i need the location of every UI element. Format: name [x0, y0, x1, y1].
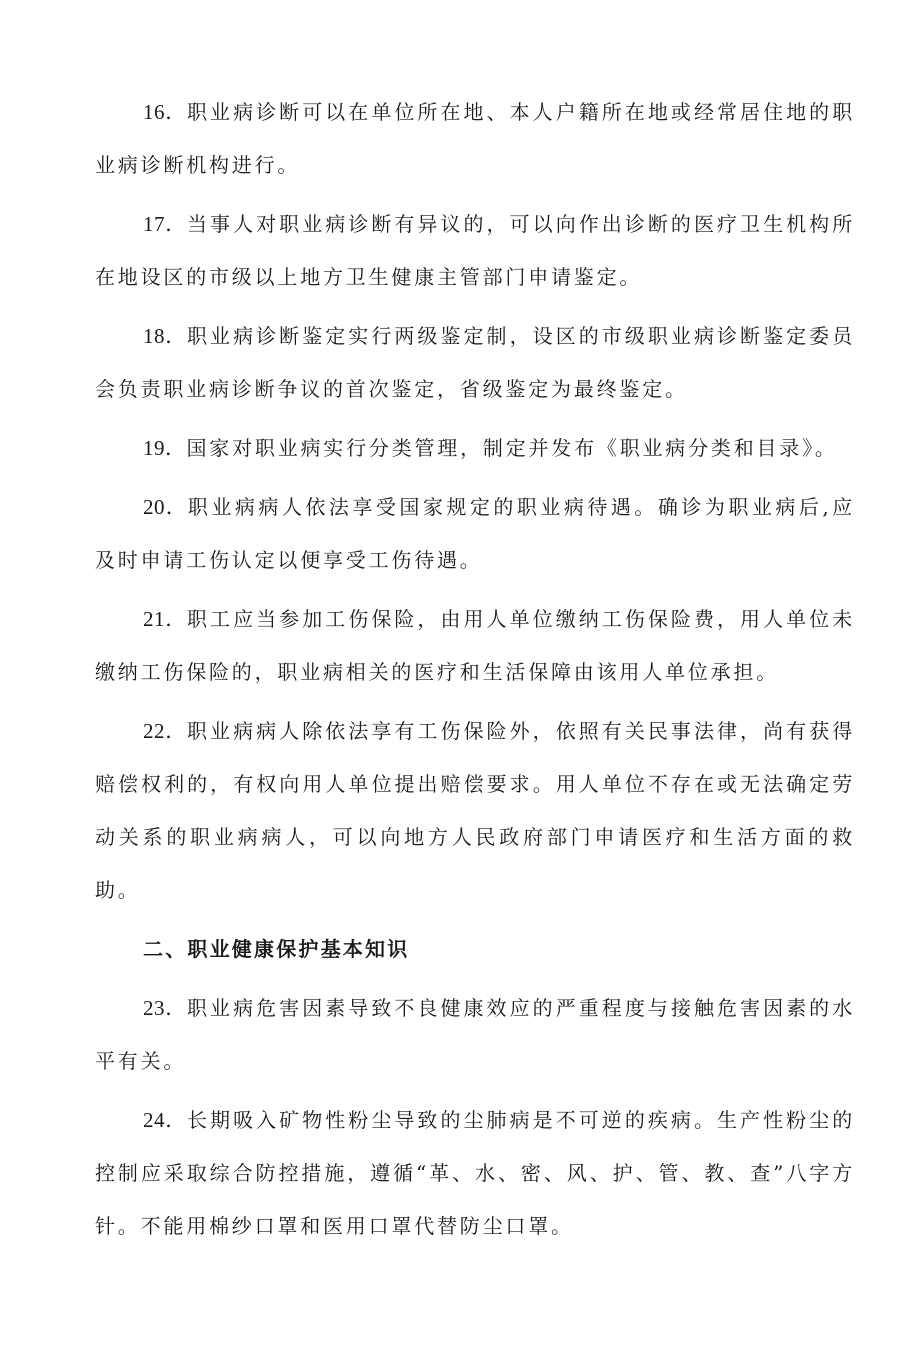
item-text: 职业病病人除依法享有工伤保险外，依照有关民事法律，尚有获得赔偿权利的，有权向用人单位提出赔偿要求。用人单位不存在或无法确定劳动关系的职业病病人，可以向地方人民政府部门申请医疗和生活方面的救助。	[95, 719, 856, 902]
section-heading: 二、职业健康保护基本知识	[143, 937, 410, 961]
item-number: 17．	[143, 212, 187, 236]
item-text: 职业病诊断可以在单位所在地、本人户籍所在地或经常居住地的职业病诊断机构进行。	[95, 100, 856, 177]
item-number: 18．	[143, 324, 187, 348]
item-number: 20．	[143, 495, 188, 519]
item-number: 23．	[143, 996, 187, 1020]
item-text: 长期吸入矿物性粉尘导致的尘肺病是不可逆的疾病。生产性粉尘的控制应采取综合防控措施，遵循“革、水、密、风、护、管、教、查”八字方针。不能用棉纱口罩和医用口罩代替防尘口罩。	[95, 1108, 856, 1238]
paragraph-20	[95, 481, 855, 587]
item-text: 国家对职业病实行分类管理，制定并发布《职业病分类和目录》。	[186, 436, 838, 460]
item-text: 职工应当参加工伤保险，由用人单位缴纳工伤保险费，用人单位未缴纳工伤保险的，职业病相关的医疗和生活保障由该用人单位承担。	[95, 607, 856, 684]
item-number: 21．	[143, 607, 187, 631]
paragraph-22	[95, 705, 855, 917]
paragraph-21	[95, 593, 855, 699]
paragraph-24	[95, 1094, 855, 1253]
paragraph-19	[95, 422, 855, 475]
item-text: 职业病诊断鉴定实行两级鉴定制，设区的市级职业病诊断鉴定委员会负责职业病诊断争议的首次鉴定，省级鉴定为最终鉴定。	[95, 324, 856, 401]
item-number: 22．	[143, 719, 187, 743]
item-number: 19．	[143, 436, 187, 460]
item-text: 当事人对职业病诊断有异议的，可以向作出诊断的医疗卫生机构所在地设区的市级以上地方卫生健康主管部门申请鉴定。	[95, 212, 856, 289]
paragraph-17	[95, 198, 855, 304]
item-number: 24．	[143, 1108, 187, 1132]
paragraph-23	[95, 982, 855, 1088]
item-text: 职业病危害因素导致不良健康效应的严重程度与接触危害因素的水平有关。	[95, 996, 856, 1073]
item-number: 16．	[143, 100, 187, 124]
item-text: 职业病病人依法享受国家规定的职业病待遇。确诊为职业病后,应及时申请工伤认定以便享受工伤待遇。	[95, 495, 856, 572]
document-body	[95, 86, 855, 1259]
paragraph-16	[95, 86, 855, 192]
paragraph-18	[95, 310, 855, 416]
